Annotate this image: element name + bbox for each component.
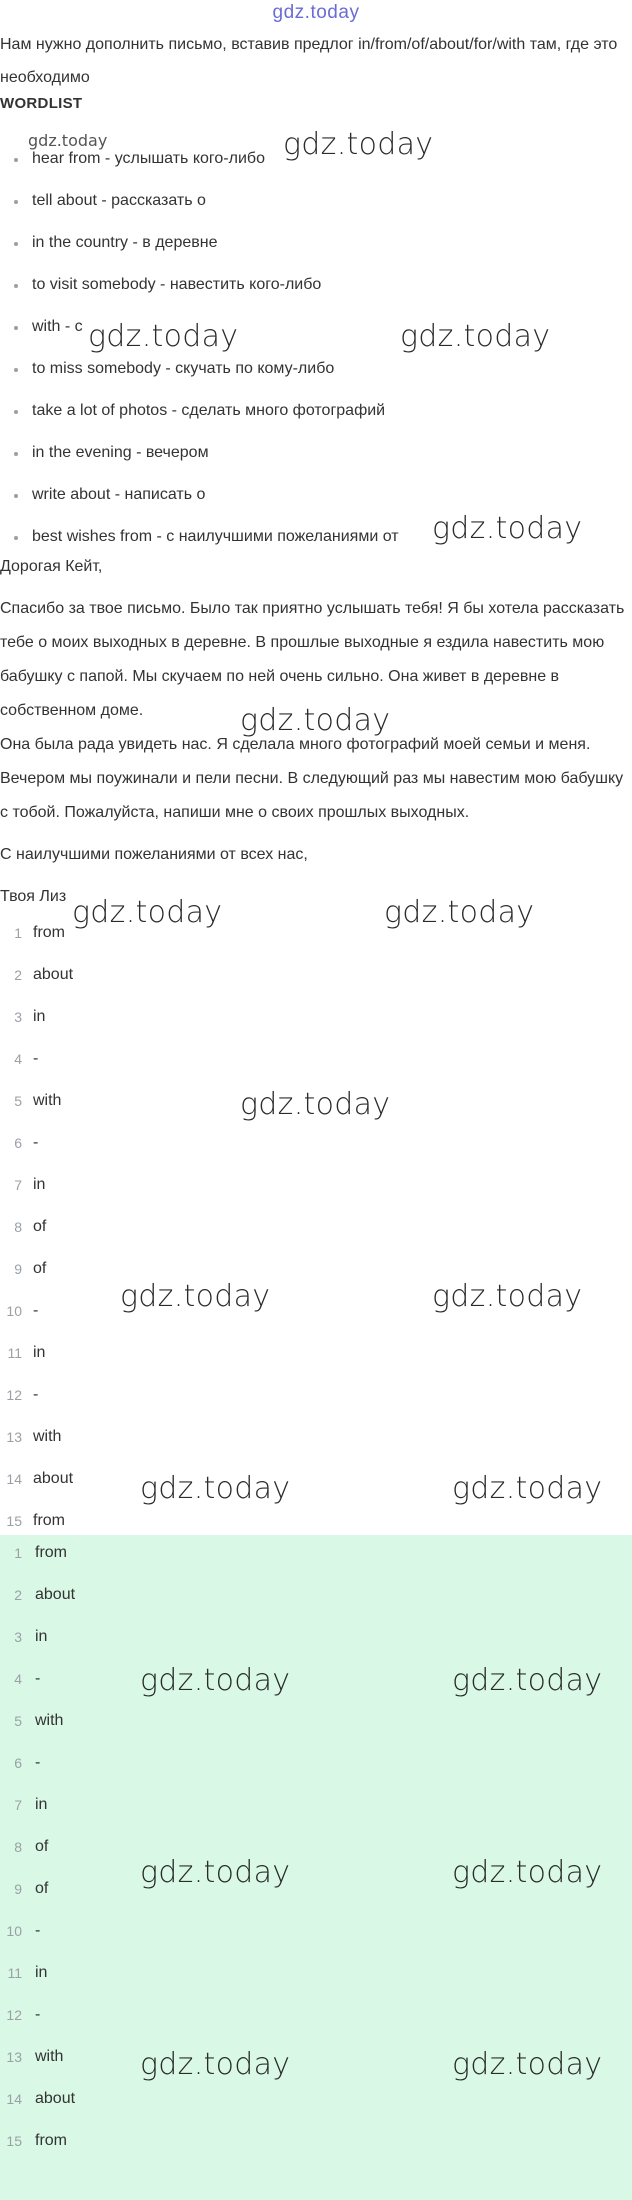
watermark: gdz.today [240,703,391,738]
watermark: gdz.today [28,131,108,150]
watermark: gdz.today [140,1471,291,1506]
letter-paragraph: Спасибо за твое письмо. Было так приятно услышать тебя! Я бы хотела рассказать тебе о моих выходных в деревне. В прошлые выходные я ездила навестить мою бабушку с папой. Мы скучаем по ней очень сильно. Она живет в деревне в собственном доме. [0,600,625,719]
answer-value: from [33,1512,65,1529]
answer-item [0,1038,632,1080]
answer-number: 8 [14,1839,22,1855]
highlighted-answer-list [0,1532,632,2162]
wordlist-item: hear from - услышать кого-либо [10,138,620,180]
answer-number: 11 [7,1965,22,1981]
wordlist-item: in the country - в деревне [10,222,620,264]
answer-item [0,1574,632,1616]
watermark: gdz.today [400,319,551,354]
watermark: gdz.today [140,2047,291,2082]
wordlist-item: write about - написать о [10,474,620,516]
answer-value: in [35,1796,48,1813]
task-text: Нам нужно дополнить письмо, вставив предлог in/from/of/about/for/with там, где это необходимо [0,36,618,86]
answer-number: 12 [6,2007,22,2023]
answer-number: 2 [14,1587,22,1603]
answer-number: 4 [14,1051,22,1067]
answer-value: from [35,1544,67,1561]
answer-value: of [35,1838,49,1855]
answer-number: 14 [6,1471,22,1487]
answer-value: - [35,2006,41,2023]
answer-value: from [33,924,65,941]
watermark: gdz.today [72,895,223,930]
answer-value: about [35,2090,76,2107]
answer-item [0,1658,632,1700]
answer-item [0,1868,632,1910]
answer-number: 10 [6,1303,22,1319]
watermark: gdz.today [384,895,535,930]
watermark: gdz.today [120,1279,271,1314]
answer-item [0,2120,632,2162]
answer-number: 15 [6,2133,22,2149]
answer-number: 4 [14,1671,22,1687]
watermark: gdz.today [452,1663,603,1698]
answer-item [0,1784,632,1826]
wordlist-item: in the evening - вечером [10,432,620,474]
answer-number: 13 [6,1429,22,1445]
answer-item [0,1290,632,1332]
watermark: gdz.today [432,511,583,546]
watermark: gdz.today [140,1855,291,1890]
answer-item [0,1206,632,1248]
answer-value: - [33,1302,39,1319]
answer-value: in [35,1964,48,1981]
letter-greeting: Дорогая Кейт, [0,558,103,575]
answer-value: in [35,1628,48,1645]
answer-value: - [35,1754,41,1771]
answer-item [0,912,632,954]
wordlist [10,138,620,558]
answer-item [0,1616,632,1658]
answer-number: 1 [14,925,22,941]
answer-value: with [33,1092,62,1109]
answer-number: 1 [14,1545,22,1561]
answer-number: 7 [14,1177,22,1193]
answer-number: 12 [6,1387,22,1403]
answer-value: - [33,1050,39,1067]
answer-number: 8 [14,1219,22,1235]
answer-item [0,1122,632,1164]
answer-item [0,1458,632,1500]
answer-item [0,1374,632,1416]
answer-number: 5 [14,1713,22,1729]
wordlist-item: with - с [10,306,620,348]
answer-number: 3 [14,1629,22,1645]
answer-number: 2 [14,967,22,983]
answer-number: 15 [6,1513,22,1529]
answer-number: 6 [14,1755,22,1771]
wordlist-item: best wishes from - с наилучшими пожеланиями от [10,516,620,558]
answer-number: 9 [14,1881,22,1897]
watermark: gdz.today [452,1471,603,1506]
watermark: gdz.today [240,1087,391,1122]
answer-value: with [33,1428,62,1445]
answer-item [0,1164,632,1206]
answer-item [0,1248,632,1290]
watermark: gdz.today [452,2047,603,2082]
answer-value: in [33,1008,46,1025]
answer-item [0,2078,632,2120]
wordlist-item: to miss somebody - скучать по кому-либо [10,348,620,390]
answer-value: in [33,1344,46,1361]
answer-value: - [35,1670,41,1687]
answer-item [0,996,632,1038]
letter-closing: С наилучшими пожеланиями от всех нас, [0,846,308,863]
answer-value: about [35,1586,76,1603]
watermark: gdz.today [88,319,239,354]
answer-number: 14 [6,2091,22,2107]
answer-value: about [33,966,74,983]
answer-number: 6 [14,1135,22,1151]
answer-number: 7 [14,1797,22,1813]
answer-number: 11 [7,1345,22,1361]
answer-item [0,1416,632,1458]
watermark: gdz.today [140,1663,291,1698]
answer-item [0,1952,632,1994]
answer-value: of [33,1260,47,1277]
answer-item [0,1532,632,1574]
watermark: gdz.today [432,1279,583,1314]
answer-value: - [33,1134,39,1151]
answer-number: 3 [14,1009,22,1025]
answer-value: - [33,1386,39,1403]
answer-number: 9 [14,1261,22,1277]
answer-item [0,1910,632,1952]
wordlist-item: to visit somebody - навестить кого-либо [10,264,620,306]
answer-item [0,1332,632,1374]
answer-value: with [35,2048,64,2065]
answer-number: 13 [6,2049,22,2065]
answer-item [0,1742,632,1784]
answer-value: in [33,1176,46,1193]
watermark: gdz.today [283,127,434,162]
answer-value: from [35,2132,67,2149]
answer-item [0,1700,632,1742]
answer-value: of [33,1218,47,1235]
answer-value: about [33,1470,74,1487]
answer-value: of [35,1880,49,1897]
watermark: gdz.today [452,1855,603,1890]
answer-item [0,2036,632,2078]
wordlist-item: tell about - рассказать о [10,180,620,222]
answer-number: 5 [14,1093,22,1109]
answer-item [0,1080,632,1122]
site-logo[interactable]: gdz.today [272,2,360,23]
wordlist-item: take a lot of photos - сделать много фотографий [10,390,620,432]
answer-item [0,954,632,996]
letter-signature: Твоя Лиз [0,888,67,905]
answer-value: with [35,1712,64,1729]
wordlist-title: WORDLIST [0,95,83,112]
answer-item [0,1826,632,1868]
letter [0,550,632,914]
letter-paragraph: Она была рада увидеть нас. Я сделала много фотографий моей семьи и меня. Вечером мы поужинали и пели песни. В следующий раз мы навестим мою бабушку с тобой. Пожалуйста, напиши мне о своих прошлых выходных. [0,736,624,821]
answer-value: - [35,1922,41,1939]
answer-list [0,912,632,1542]
answer-number: 10 [6,1923,22,1939]
answer-item [0,1994,632,2036]
